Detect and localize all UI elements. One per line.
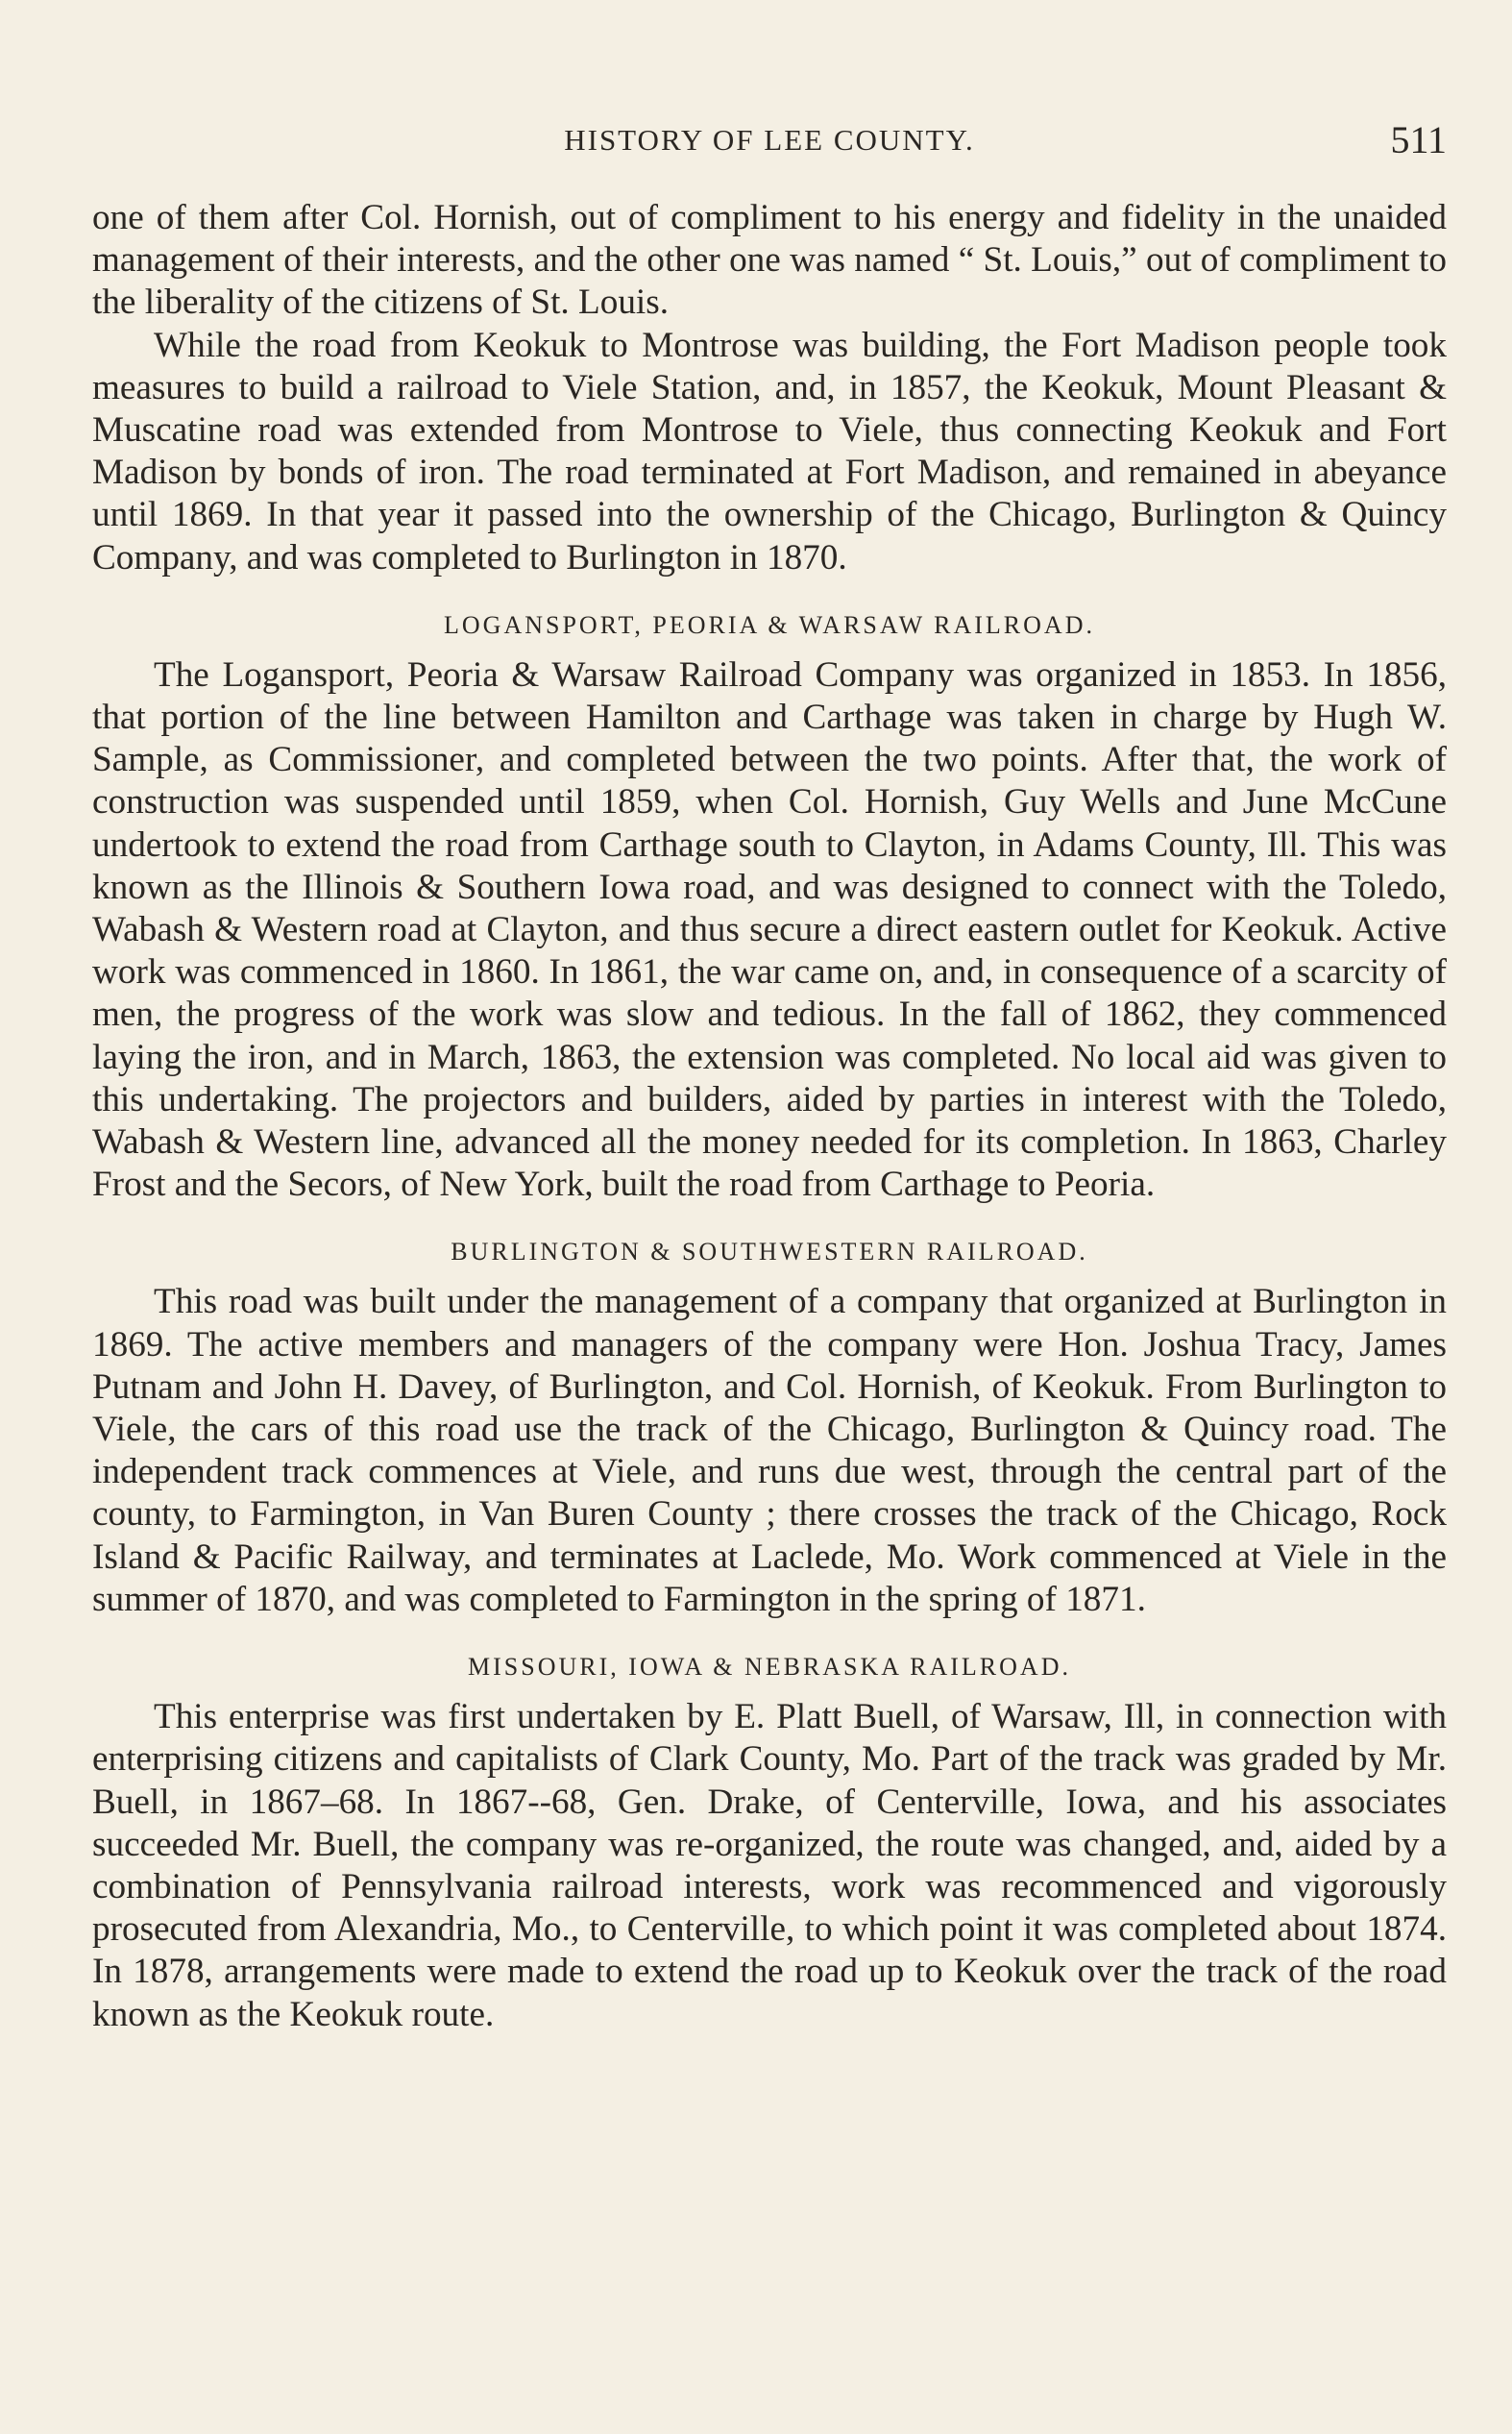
section-heading-burlington: BURLINGTON & SOUTHWESTERN RAILROAD.	[451, 1238, 1088, 1266]
section-heading-missouri: MISSOURI, IOWA & NEBRASKA RAILROAD.	[468, 1653, 1071, 1682]
paragraph-missouri: This enterprise was first undertaken by E. Platt Buell, of Warsaw, Ill, in connection with enterprising citizens and capitalists of Clark County, Mo. Part of the track was graded by Mr. Buell, in 1867–68. In 1867--68, Gen. Drake, of Centerville, Iowa, and his associates succeeded Mr. Buell, the company was re-organized, the route was changed, and, aided by a combination of Pennsylvania railroad interests, work was recommenced and vigorously prosecuted from Alexandria, Mo., to Centerville, to which point it was completed about 1874. In 1878, arrangements were made to extend the road up to Keokuk over the track of the road known as the Keokuk route.	[92, 1697, 1447, 2034]
text-body	[92, 197, 1447, 2036]
page-number: 511	[1390, 118, 1447, 161]
paragraph-burlington: This road was built under the management of a company that organized at Burlington in 1869. The active members and managers of the company were Hon. Joshua Tracy, James Putnam and John H. Davey, of Burlington, and Col. Hornish, of Keokuk. From Burlington to Viele, the cars of this road use the track of the Chicago, Burlington & Quincy road. The independent track commences at Viele, and runs due west, through the central part of the county, to Farmington, in Van Buren County ; there crosses the track of the Chicago, Rock Island & Pacific Railway, and terminates at Laclede, Mo. Work commenced at Viele in the summer of 1870, and was completed to Farmington in the spring of 1871.	[92, 1282, 1447, 1619]
section-heading-logansport: LOGANSPORT, PEORIA & WARSAW RAILROAD.	[444, 610, 1095, 639]
paragraph-continued: one of them after Col. Hornish, out of compliment to his energy and fidelity in the unaided management of their interests, and the other one was named “ St. Louis,” out of compliment to the liberality of the citizens of St. Louis.	[92, 198, 1447, 323]
paragraph-fort-madison-road: While the road from Keokuk to Montrose was building, the Fort Madison people took measures to build a railroad to Viele Station, and, in 1857, the Keokuk, Mount Pleasant & Muscatine road was extended from Montrose to Viele, thus connecting Keokuk and Fort Madison by bonds of iron. The road terminated at Fort Madison, and remained in abeyance until 1869. In that year it passed into the ownership of the Chicago, Burlington & Quincy Company, and was completed to Burlington in 1870.	[92, 325, 1447, 578]
running-head: HISTORY OF LEE COUNTY.	[564, 123, 975, 157]
page-header	[92, 118, 1447, 177]
paragraph-logansport: The Logansport, Peoria & Warsaw Railroad Company was organized in 1853. In 1856, that portion of the line between Hamilton and Carthage was taken in charge by Hugh W. Sample, as Commissioner, and completed between the two points. After that, the work of construction was suspended until 1859, when Col. Hornish, Guy Wells and June McCune undertook to extend the road from Carthage south to Clayton, in Adams County, Ill. This was known as the Illinois & Southern Iowa road, and was designed to connect with the Toledo, Wabash & Western road at Clayton, and thus secure a direct eastern outlet for Keokuk. Active work was commenced in 1860. In 1861, the war came on, and, in consequence of a scarcity of men, the progress of the work was slow and tedious. In the fall of 1862, they commenced laying the iron, and in March, 1863, the extension was completed. No local aid was given to this undertaking. The projectors and builders, aided by parties in interest with the Toledo, Wabash & Western line, advanced all the money needed for its completion. In 1863, Charley Frost and the Secors, of New York, built the road from Carthage to Peoria.	[92, 654, 1447, 1205]
